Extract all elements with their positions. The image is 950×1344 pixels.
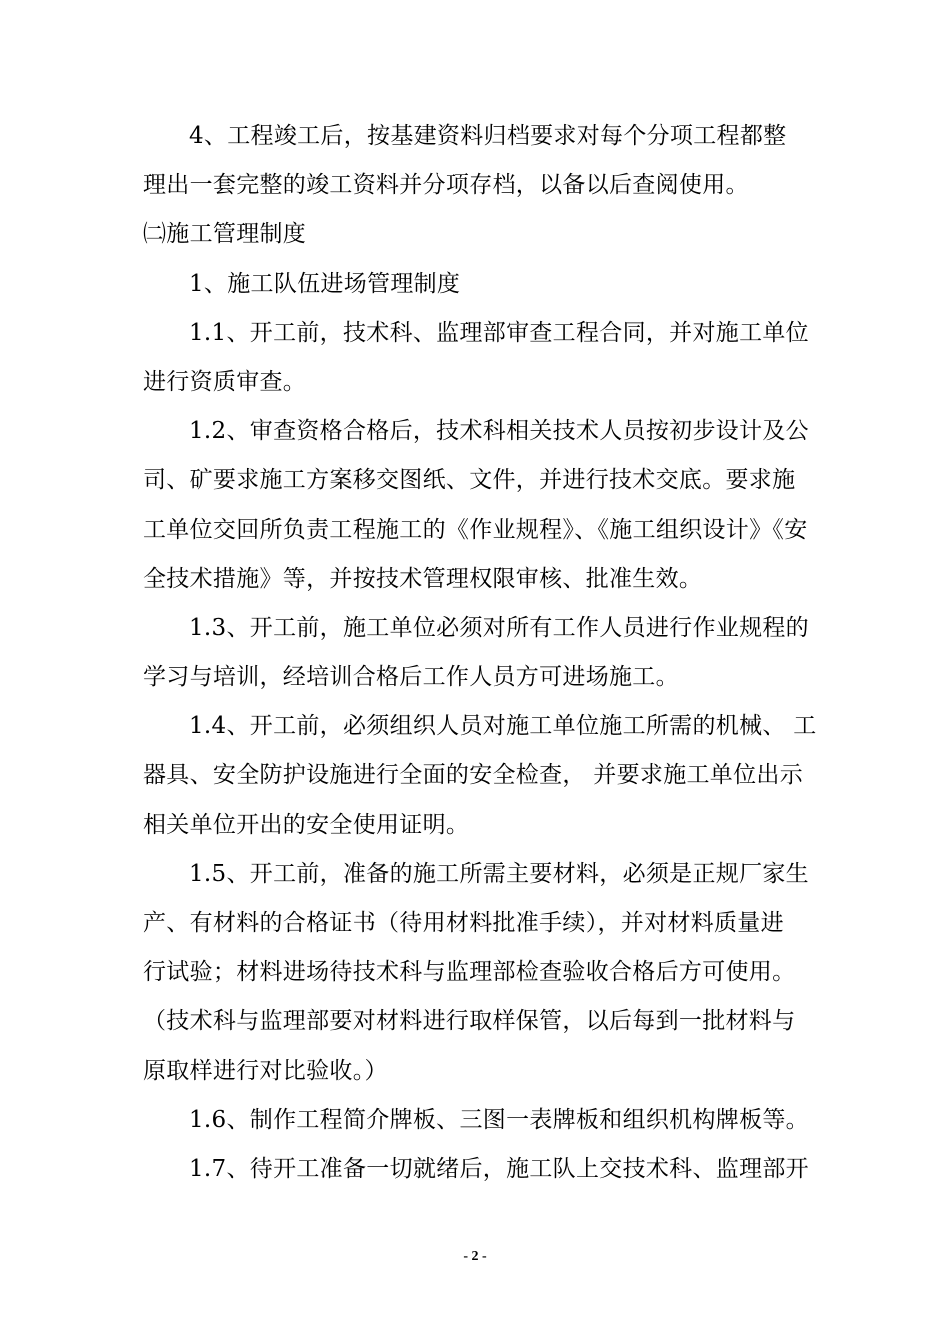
section-heading: ㈡施工管理制度	[143, 221, 307, 248]
paragraph-line: 理出一套完整的竣工资料并分项存档，以备以后查阅使用。	[143, 172, 749, 199]
paragraph-line: 产、有材料的合格证书（待用材料批准手续），并对材料质量进	[143, 910, 784, 936]
paragraph-line: 1.6、制作工程简介牌板、三图一表牌板和组织机构牌板等。	[189, 1106, 809, 1133]
paragraph-line: 4、工程竣工后，按基建资料归档要求对每个分项工程都整	[189, 123, 787, 149]
paragraph-line: 1.7、待开工准备一切就绪后，施工队上交技术科、监理部开	[189, 1155, 809, 1182]
paragraph-line: 全技术措施》等，并按技术管理权限审核、批准生效。	[143, 565, 703, 592]
paragraph-line: 行试验；材料进场待技术科与监理部检查验收合格后方可使用。	[143, 959, 796, 986]
paragraph-line: 司、矿要求施工方案移交图纸、文件，并进行技术交底。要求施	[143, 467, 796, 494]
paragraph-line: （技术科与监理部要对材料进行取样保管，以后每到一批材料与	[143, 1008, 796, 1035]
paragraph-line: 学习与培训，经培训合格后工作人员方可进场施工。	[143, 664, 679, 691]
paragraph-line: 相关单位开出的安全使用证明。	[143, 811, 470, 838]
paragraph-line: 进行资质审查。	[143, 368, 307, 395]
paragraph-line: 原取样进行对比验收。）	[143, 1057, 388, 1084]
paragraph-line: 工单位交回所负责工程施工的《作业规程》、《施工组织设计》《安	[143, 516, 808, 543]
paragraph-line: 1.1、开工前，技术科、监理部审查工程合同，并对施工单位	[189, 319, 809, 346]
page-number: - 2 -	[463, 1249, 487, 1264]
subsection-heading: 1、施工队伍进场管理制度	[189, 270, 461, 297]
document-body	[143, 112, 817, 1194]
paragraph-line: 1.3、开工前，施工单位必须对所有工作人员进行作业规程的	[189, 614, 809, 641]
paragraph-line: 1.2、审查资格合格后，技术科相关技术人员按初步设计及公	[189, 418, 809, 445]
paragraph-line: 1.4、开工前，必须组织人员对施工单位施工所需的机械、 工	[189, 713, 817, 740]
paragraph-line: 1.5、开工前，准备的施工所需主要材料，必须是正规厂家生	[189, 860, 809, 887]
paragraph-line: 器具、安全防护设施进行全面的安全检查， 并要求施工单位出示	[143, 762, 804, 789]
